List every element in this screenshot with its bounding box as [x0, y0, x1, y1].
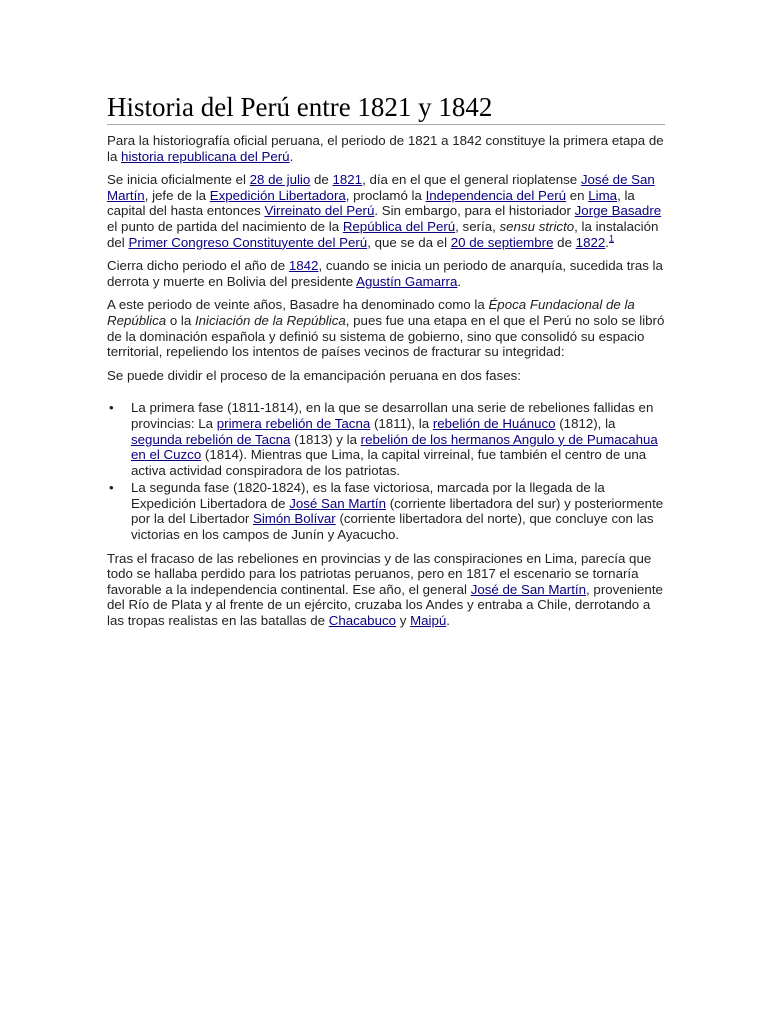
- link-jorge-basadre[interactable]: Jorge Basadre: [574, 203, 662, 219]
- link-virreinato-del-peru[interactable]: Virreinato del Perú: [264, 203, 375, 219]
- link-primer-congreso-constituyente[interactable]: Primer Congreso Constituyente del Perú: [128, 234, 368, 250]
- link-lima[interactable]: Lima: [588, 187, 618, 203]
- link-historia-republicana[interactable]: historia republicana del Perú: [121, 148, 290, 164]
- link-segunda-rebelion-tacna[interactable]: segunda rebelión de Tacna: [131, 431, 291, 447]
- link-expedicion-libertadora[interactable]: Expedición Libertadora: [209, 187, 346, 203]
- paragraph-inicio: Se inicia oficialmente el 28 de julio de 1821, día en el que el general rioplatense José de San Martín, jefe de la Expedición Libertadora, proclamó la Independencia del Perú en Lima, la capital del hasta entonces Virreinato del Perú. Sin embargo, para el historiador Jorge Basadre el punto de partida del nacimiento de la República del Perú, sería, sensu stricto, la instalación del Primer Congreso Constituyente del Perú, que se da el 20 de septiembre de 1822.$^1$: [107, 172, 662, 250]
- link-maipu[interactable]: Maipú: [410, 613, 447, 629]
- link-chacabuco[interactable]: Chacabuco: [328, 613, 397, 629]
- link-simon-bolivar[interactable]: Simón Bolívar: [252, 511, 336, 527]
- list-item: • La primera fase (1811-1814), en la que se desarrollan una serie de rebeliones fallidas en provincias: La primera rebelión de Tacna (1811), la rebelión de Huánuco (1812), la segunda rebelión de Tacna (1813) y la rebelión de los hermanos Angulo y de Pumacahua en el Cuzco (1814). Mientras que Lima, la capital virreinal, fue también el centro de una activa actividad conspiradora de los patriotas.: [109, 400, 658, 478]
- link-1842[interactable]: 1842: [288, 258, 319, 274]
- phases-list: [107, 400, 665, 542]
- link-jose-de-san-martin[interactable]: José de San Martín: [107, 172, 655, 203]
- page-title: Historia del Perú entre 1821 y 1842: [107, 92, 665, 125]
- footnote-reference[interactable]: 1: [608, 233, 614, 244]
- paragraph-epoca-fundacional: A este periodo de veinte años, Basadre ha denominado como la Época Fundacional de la República o la Iniciación de la República, pues fue una etapa en el que el Perú no solo se libró de la dominación española y definió su sistema de gobierno, sino que consolidó su espacio territorial, repeliendo los intentos de países vecinos de fracturar su integridad:: [107, 297, 665, 360]
- paragraph-fases-intro: Se puede dividir el proceso de la emancipación peruana en dos fases:: [107, 367, 521, 383]
- bullet-icon: •: [109, 480, 114, 496]
- article: [107, 92, 665, 629]
- list-item: • La segunda fase (1820-1824), es la fase victoriosa, marcada por la llegada de la Expedición Libertadora de José San Martín (corriente libertadora del sur) y posteriormente por la del Libertador Simón Bolívar (corriente libertadora del norte), que concluye con las victorias en los campos de Junín y Ayacucho.: [109, 480, 664, 543]
- link-rebelion-hermanos-angulo[interactable]: rebelión de los hermanos Angulo y de Pumacahua en el Cuzco: [131, 431, 658, 463]
- link-agustin-gamarra[interactable]: Agustín Gamarra: [356, 273, 458, 289]
- link-20-de-septiembre[interactable]: 20 de septiembre: [450, 234, 554, 250]
- link-1822[interactable]: 1822: [575, 234, 606, 250]
- link-rebelion-huanuco[interactable]: rebelión de Huánuco: [432, 415, 556, 431]
- link-jose-de-san-martin-2[interactable]: José de San Martín: [470, 581, 587, 597]
- link-independencia-del-peru[interactable]: Independencia del Perú: [425, 187, 567, 203]
- link-1821[interactable]: 1821: [332, 172, 363, 188]
- bullet-icon: •: [109, 400, 114, 416]
- paragraph-cierre: Cierra dicho periodo el año de 1842, cuando se inicia un periodo de anarquía, sucedida tras la derrota y muerte en Bolivia del presidente Agustín Gamarra.: [107, 258, 663, 289]
- intro-paragraph: Para la historiografía oficial peruana, el periodo de 1821 a 1842 constituye la primera etapa de la historia republicana del Perú.: [107, 133, 664, 164]
- paragraph-fracaso-rebeliones: Tras el fracaso de las rebeliones en provincias y de las conspiraciones en Lima, parecía que todo se hallaba perdido para los patriotas peruanos, pero en 1817 el escenario se tornaría favorable a la independencia continental. Ese año, el general José de San Martín, proveniente del Río de Plata y al frente de un ejército, cruzaba los Andes y entraba a Chile, derrotando a las tropas realistas en las batallas de Chacabuco y Maipú.: [107, 550, 663, 629]
- link-28-de-julio[interactable]: 28 de julio: [249, 172, 311, 188]
- link-primera-rebelion-tacna[interactable]: primera rebelión de Tacna: [216, 415, 371, 431]
- link-jose-san-martin[interactable]: José San Martín: [289, 495, 387, 511]
- link-republica-del-peru[interactable]: República del Perú: [342, 218, 456, 234]
